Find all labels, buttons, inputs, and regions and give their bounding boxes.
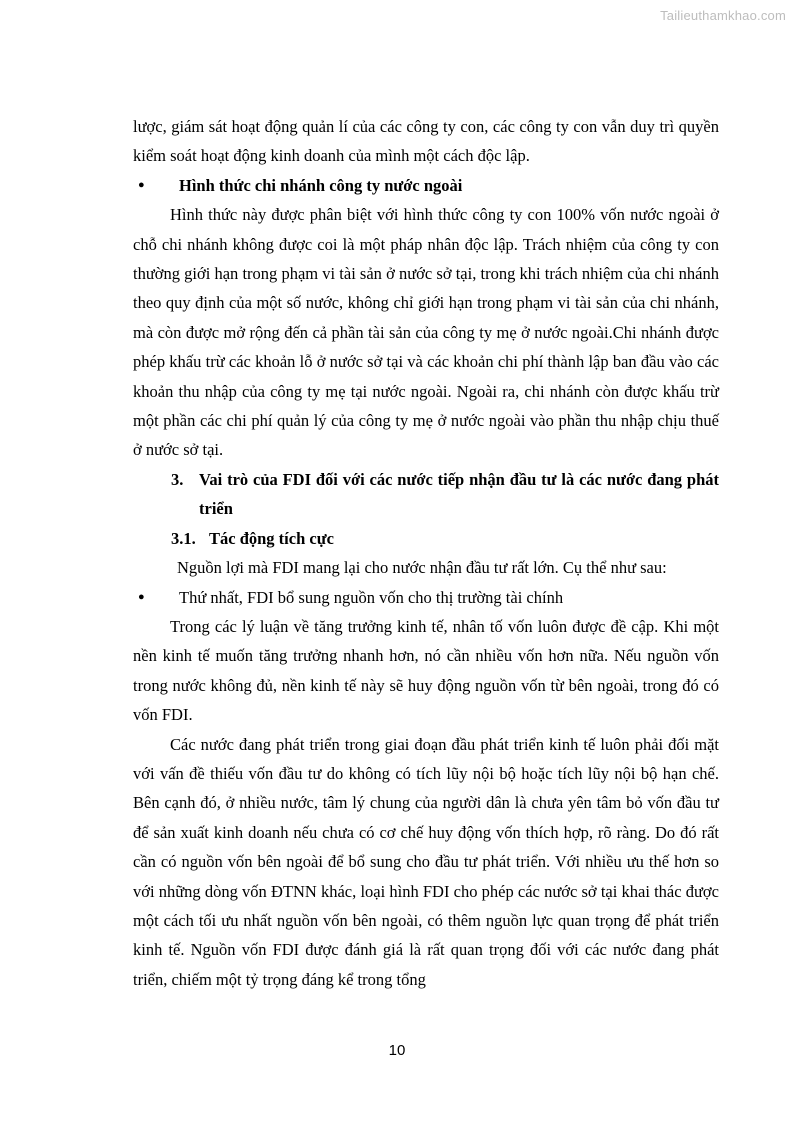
watermark: Tailieuthamkhao.com	[660, 8, 786, 23]
paragraph-continuation: lược, giám sát hoạt động quản lí của các công ty con, các công ty con vẫn duy trì quyền kiểm soát hoạt động kinh doanh của mình một cách độc lập.	[133, 117, 719, 166]
subsection-number: 3.1.	[171, 528, 196, 548]
subsection-title: Tác động tích cực	[209, 528, 334, 548]
bullet-heading-branch	[133, 171, 719, 200]
bullet-heading-text: Hình thức chi nhánh công ty nước ngoài	[179, 175, 463, 195]
paragraph-branch-form: Hình thức này được phân biệt với hình thức công ty con 100% vốn nước ngoài ở chỗ chi nhánh không được coi là một pháp nhân độc lập. Trách nhiệm của công ty con thường giới hạn trong phạm vi tài sản ở nước sở tại, trong khi trách nhiệm của chi nhánh theo quy định của một số nước, không chỉ giới hạn trong phạm vi tài sản của chi nhánh, mà còn được mở rộng đến cả phần tài sản của công ty mẹ ở nước ngoài.Chi nhánh được phép khấu trừ các khoản lỗ ở nước sở tại và các khoản chi phí thành lập ban đầu vào các khoản thu nhập của công ty mẹ tại nước ngoài. Ngoài ra, chi nhánh còn được khấu trừ một phần các chi phí quản lý của công ty mẹ ở nước ngoài vào phần thu nhập chịu thuế ở nước sở tại.	[133, 205, 719, 460]
bullet-first-benefit-text: Thứ nhất, FDI bổ sung nguồn vốn cho thị trường tài chính	[179, 587, 564, 607]
paragraph-developing-countries: Các nước đang phát triển trong giai đoạn đầu phát triển kinh tế luôn phải đối mặt với vấn đề thiếu vốn đầu tư do không có tích lũy nội bộ hoặc tích lũy nội bộ hạn chế. Bên cạnh đó, ở nhiều nước, tâm lý chung của người dân là chưa yên tâm bỏ vốn đầu tư để sản xuất kinh doanh nếu chưa có cơ chế huy động vốn thích hợp, rõ ràng. Do đó rất cần có nguồn vốn bên ngoài để bổ sung cho đầu tư phát triển. Với nhiều ưu thế hơn so với những dòng vốn ĐTNN khác, loại hình FDI cho phép các nước sở tại khai thác được một cách tối ưu nhất nguồn vốn bên ngoài, có thêm nguồn lực quan trọng để phát triển kinh tế. Nguồn vốn FDI được đánh giá là rất quan trọng đối với các nước đang phát triển, chiếm một tỷ trọng đáng kể trong tổng	[133, 734, 719, 989]
bullet-icon: ●	[138, 590, 145, 603]
bullet-first-benefit	[133, 583, 719, 612]
paragraph-growth-theory: Trong các lý luận về tăng trưởng kinh tế, nhân tố vốn luôn được đề cập. Khi một nền kinh tế muốn tăng trưởng nhanh hơn, nó cần nhiều vốn hơn nữa. Nếu nguồn vốn trong nước không đủ, nền kinh tế này sẽ huy động nguồn vốn từ bên ngoài, trong đó có vốn FDI.	[133, 616, 719, 725]
document-body	[133, 112, 719, 994]
section-title: Vai trò của FDI đối với các nước tiếp nhận đầu tư là các nước đang phát triển	[199, 469, 719, 519]
bullet-icon: ●	[138, 178, 145, 191]
page-number: 10	[388, 1042, 406, 1059]
paragraph-intro-benefits: Nguồn lợi mà FDI mang lại cho nước nhận đầu tư rất lớn. Cụ thể như sau:	[177, 558, 667, 578]
subsection-heading-3-1	[133, 524, 719, 553]
section-number: 3.	[171, 469, 184, 489]
section-heading-3	[133, 465, 719, 524]
